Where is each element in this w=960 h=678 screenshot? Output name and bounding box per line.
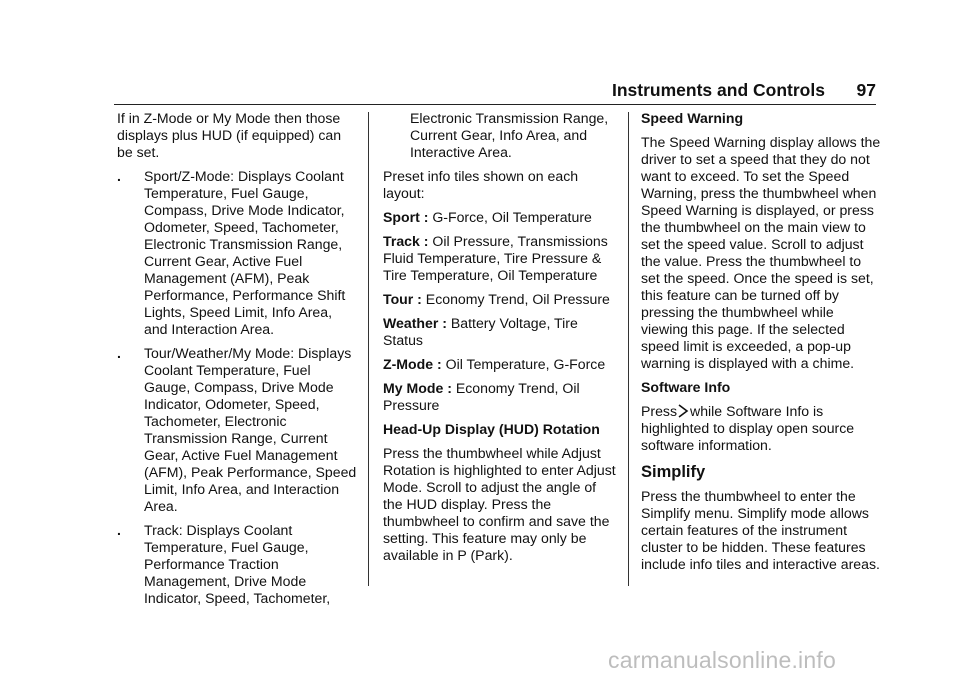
speed-warning-text: The Speed Warning display allows the driver to set a speed that they do not want to exceed. To set the Speed Warning, press the thumbwheel when Speed Warning is displayed, or press the thumbwheel on the main view to set the speed value. Scroll to adjust the value. Press the thumbwheel to set the speed. Once the speed is set, this feature can be turned off by pressing the thumbwheel while viewing this page. If the selected speed limit is exceeded, a pop-up warning is displayed with a chime. [641, 134, 881, 371]
bullet-item [117, 168, 357, 338]
preset-intro: Preset info tiles shown on each layout: [383, 168, 579, 201]
column-1 [117, 110, 357, 614]
right-arrow-icon [677, 404, 689, 418]
layout-name: Z-Mode : [383, 356, 442, 372]
hud-rotation-text: Press the thumbwheel while Adjust Rotation is highlighted to enter Adjust Mode. Scroll to adjust the angle of the HUD display. Press the thumbwheel to confirm and save the setting. This feature may only be available in P (Park). [383, 445, 616, 563]
bullet-item [117, 522, 357, 607]
layout-entry-mymode [383, 380, 618, 414]
header-rule [114, 104, 876, 105]
layout-tiles: Oil Pressure, Transmissions Fluid Temperature, Tire Pressure & Tire Temperature, Oil Temperature [383, 233, 608, 283]
running-header [566, 82, 876, 104]
bullet-item [117, 345, 357, 515]
bullet-marker: . [117, 522, 121, 538]
layout-tiles: G-Force, Oil Temperature [432, 209, 592, 225]
column-2 [383, 110, 618, 571]
layout-name: Tour : [383, 291, 422, 307]
layout-entry-tour [383, 291, 618, 308]
bullet-continuation: Electronic Transmission Range, Current Gear, Info Area, and Interactive Area. [410, 110, 609, 160]
page-number: 97 [856, 80, 876, 100]
software-text-before: Press [641, 403, 678, 419]
watermark: carmanualsonline.info [608, 647, 836, 673]
layout-tiles: Economy Trend, Oil Pressure [383, 380, 580, 413]
software-info-text [641, 403, 881, 454]
layout-name: My Mode : [383, 380, 452, 396]
layout-tiles: Battery Voltage, Tire Status [383, 315, 578, 348]
section-title: Instruments and Controls [612, 80, 825, 100]
hud-rotation-heading: Head-Up Display (HUD) Rotation [383, 421, 600, 437]
column-divider-2 [628, 112, 629, 586]
layout-tiles: Economy Trend, Oil Pressure [425, 291, 610, 307]
layout-entry-sport [383, 209, 618, 226]
simplify-heading: Simplify [641, 463, 706, 481]
layout-entry-zmode [383, 356, 618, 373]
column-3 [641, 110, 881, 580]
software-info-heading: Software Info [641, 379, 731, 395]
layout-entry-weather [383, 315, 618, 349]
speed-warning-heading: Speed Warning [641, 110, 744, 126]
bullet-marker: . [117, 168, 121, 184]
layout-name: Weather : [383, 315, 447, 331]
layout-name: Sport : [383, 209, 429, 225]
software-text-after: while Software Info is highlighted to display open source software information. [641, 403, 855, 453]
bullet-marker: . [117, 345, 121, 361]
layout-name: Track : [383, 233, 429, 249]
bullet-text: Track: Displays Coolant Temperature, Fuel Gauge, Performance Traction Management, Drive Mode Indicator, Speed, Tachometer, [144, 522, 331, 606]
bullet-text: Sport/Z-Mode: Displays Coolant Temperature, Fuel Gauge, Compass, Drive Mode Indicator, Odometer, Speed, Tachometer, Electronic Transmission Range, Current Gear, Active Fuel Management (AFM), Peak Performance, Performance Shift Lights, Speed Limit, Info Area, and Interaction Area. [144, 168, 346, 337]
intro-paragraph: If in Z-Mode or My Mode then those displays plus HUD (if equipped) can be set. [117, 110, 342, 160]
column-divider-1 [368, 112, 369, 586]
layout-tiles: Oil Temperature, G-Force [445, 356, 606, 372]
bullet-text: Tour/Weather/My Mode: Displays Coolant Temperature, Fuel Gauge, Compass, Drive Mode Indicator, Odometer, Speed, Tachometer, Electronic Transmission Range, Current Gear, Active Fuel Management (AFM), Peak Performance, Speed Limit, Info Area, and Interaction Area. [144, 345, 357, 514]
simplify-text: Press the thumbwheel to enter the Simplify menu. Simplify mode allows certain features of the instrument cluster to be hidden. These features include info tiles and interactive areas. [641, 488, 880, 572]
layout-entry-track [383, 233, 618, 284]
